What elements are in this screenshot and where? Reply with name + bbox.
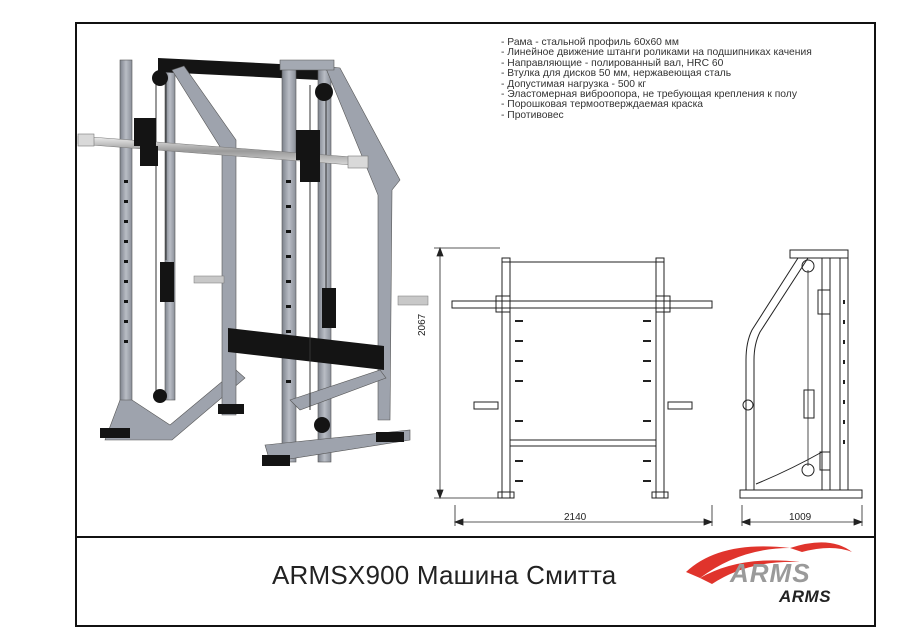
arms-logo-small-text: ARMS (779, 587, 832, 606)
spec-item: - Допустимая нагрузка - 500 кг (501, 78, 647, 90)
spec-item: - Линейное движение штанги роликами на подшипниках качения (501, 47, 812, 59)
product-title: ARMSX900 Машина Смитта (272, 560, 617, 590)
spec-item: - Рама - стальной профиль 60х60 мм (501, 37, 679, 48)
spec-item: - Втулка для дисков 50 мм, нержавеющая сталь (501, 68, 732, 80)
height-dimension-label: 2067 (417, 313, 428, 336)
depth-dimension-label: 1009 (789, 512, 812, 523)
width-dimension-label: 2140 (564, 512, 587, 523)
arms-logo-text: ARMS (730, 558, 811, 588)
spec-item: - Направляющие - полированный вал, HRC 60 (501, 57, 724, 69)
spec-item: - Противовес (501, 109, 564, 121)
spec-item: - Порошковая термоотверждаемая краска (501, 99, 704, 111)
spec-item: - Эластомерная виброопора, не требующая крепления к полу (501, 89, 797, 101)
